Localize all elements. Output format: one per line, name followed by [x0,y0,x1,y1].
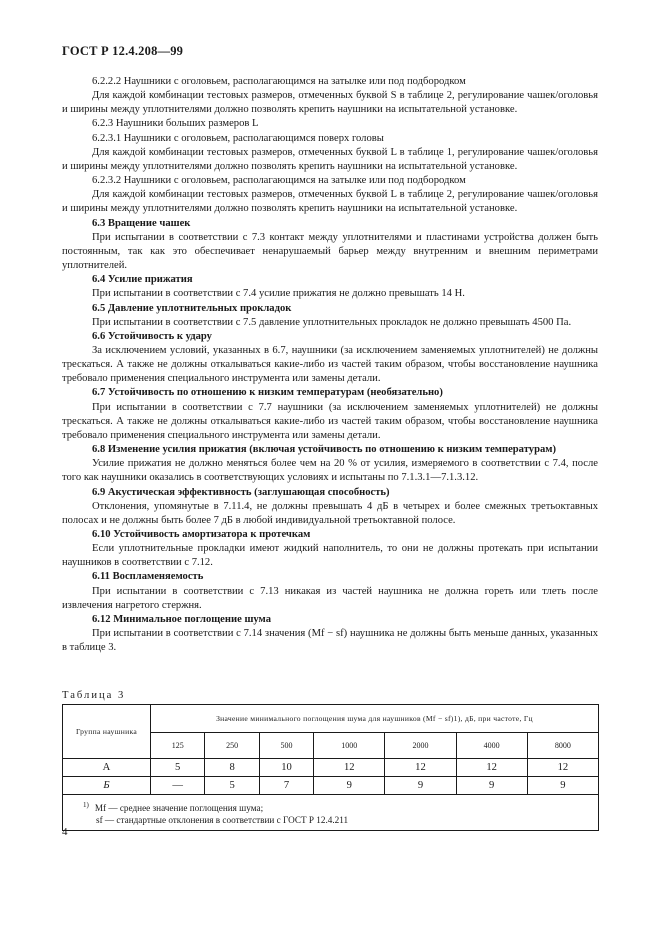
section-heading: 6.5 Давление уплотнительных прокладок [92,302,292,314]
paragraph: При испытании в соответствии с 7.13 никакая из частей наушника не должна гореть или тлеть после извлечения нагретого стержня. [62,585,598,611]
footnote-line-1: Mf — среднее значение поглощения шума; [94,803,264,814]
paragraph: Если уплотнительные прокладки имеют жидкий наполнитель, то они не должны протекать при испытании наушников в соответствии с 7.12. [62,543,598,569]
value-cell: 9 [527,777,598,795]
value-cell: 12 [385,759,456,777]
value-cell: 7 [259,777,313,795]
section-heading: 6.2.2.2 Наушники с оголовьем, располагающимся на затылке или под подбородком [92,76,466,87]
frequency-header-cell: 4000 [456,733,527,759]
span-header-cell: Значение минимального поглощения шума для наушников (Mf − sf)1), дБ, при частоте, Гц [151,705,599,733]
value-cell: 9 [314,777,385,795]
section-heading: 6.9 Акустическая эффективность (заглушающая способность) [92,486,390,498]
paragraph: Отклонения, упомянутые в 7.11.4, не должны превышать 4 дБ в четырех и более смежных третьоктавных полосах и не должны быть более 7 дБ в любой индивидуальной третьоктавной полосе. [62,500,598,526]
value-cell: 12 [314,759,385,777]
footnote-mark: 1) [83,801,89,809]
frequency-header-cell: 500 [259,733,313,759]
group-header-cell: Группа наушника [63,705,151,759]
paragraph: За исключением условий, указанных в 6.7, наушники (за исключением заменяемых уплотнителей) не должны трескаться. А также не должны откалываться какие-либо из частей таким образом, чтобы восстановление наушника требовало применения специального инструмента или замены детали. [62,344,598,385]
table-footnote [63,795,599,831]
value-cell: 5 [205,777,259,795]
paragraph: При испытании в соответствии с 7.7 наушники (за исключением заменяемых уплотнителей) не должны трескаться. А также не должны откалываться какие-либо из частей таким образом, чтобы восстановление наушника требовало применения специального инструмента или замены детали. [62,401,598,441]
table-caption: Таблица 3 [62,690,126,701]
section-heading: 6.2.3.2 Наушники с оголовьем, располагающимся на затылке или под подбородком [92,175,466,187]
value-cell: — [151,777,205,795]
footnote-line-2: sf — стандартные отклонения в соответствии с ГОСТ Р 12.4.211 [96,815,349,826]
frequency-header-cell: 8000 [527,733,598,759]
section-heading: 6.7 Устойчивость по отношению к низким температурам (необязательно) [92,387,443,399]
group-cell: Б [63,777,151,795]
section-heading: 6.12 Минимальное поглощение шума [92,613,271,625]
section-heading: 6.10 Устойчивость амортизатора к протечкам [92,529,311,540]
value-cell: 9 [385,777,456,795]
frequency-header-cell: 125 [151,733,205,759]
value-cell: 8 [205,759,259,777]
section-heading: 6.2.3 Наушники больших размеров L [92,118,259,130]
group-cell: А [63,759,151,777]
paragraph: Для каждой комбинации тестовых размеров, отмеченных буквой S в таблице 2, регулирование чашек/оголовья и ширины между уплотнителями должно позволять крепить наушники на испытательной установке. [62,90,598,116]
value-cell: 9 [456,777,527,795]
table-row [63,759,599,777]
paragraph: Для каждой комбинации тестовых размеров, отмеченных буквой L в таблице 1, регулирование чашек/оголовья и ширины между уплотнителями должно позволять крепить наушники на испытательной установке. [62,146,598,172]
paragraph: При испытании в соответствии с 7.14 значения (Mf − sf) наушника не должны быть меньше данных, указанных в таблице 3. [62,628,598,654]
paragraph: При испытании в соответствии с 7.3 контакт между уплотнителями и пластинами устройства должен быть постоянным, так как это обеспечивает ненарушаемый барьер между внутренним и внешним периметрами уплотнителей. [62,231,598,272]
frequency-header-cell: 1000 [314,733,385,759]
section-heading: 6.6 Устойчивость к удару [92,330,212,342]
section-heading: 6.11 Воспламеняемость [92,571,204,583]
paragraph: Усилие прижатия не должно меняться более чем на 20 % от усилия, измеряемого в соответствии с 7.4, после того как наушники оказались в соответствующих условиях и испытаны по 7.1.3.1—7.1.3.12. [62,458,598,484]
paragraph: При испытании в соответствии с 7.4 усилие прижатия не должно превышать 14 Н. [92,288,465,300]
section-heading: 6.3 Вращение чашек [92,217,191,229]
page-number: 4 [62,826,68,838]
frequency-header-cell: 250 [205,733,259,759]
document-body [62,75,598,655]
table-3 [62,704,599,831]
value-cell: 12 [456,759,527,777]
value-cell: 12 [527,759,598,777]
section-heading: 6.4 Усилие прижатия [92,274,193,286]
document-header: ГОСТ Р 12.4.208—99 [62,44,184,58]
value-cell: 5 [151,759,205,777]
section-heading: 6.2.3.1 Наушники с оголовьем, располагающимся поверх головы [92,132,384,144]
paragraph: Для каждой комбинации тестовых размеров, отмеченных буквой L в таблице 2, регулирование чашек/оголовья и ширины между уплотнителями должно позволять крепить наушники на испытательной установке. [62,189,598,215]
paragraph: При испытании в соответствии с 7.5 давление уплотнительных прокладок не должно превышать 4500 Па. [92,316,572,328]
frequency-header-cell: 2000 [385,733,456,759]
section-heading: 6.8 Изменение усилия прижатия (включая устойчивость по отношению к низким температурам) [92,444,557,456]
value-cell: 10 [259,759,313,777]
table-row [63,777,599,795]
